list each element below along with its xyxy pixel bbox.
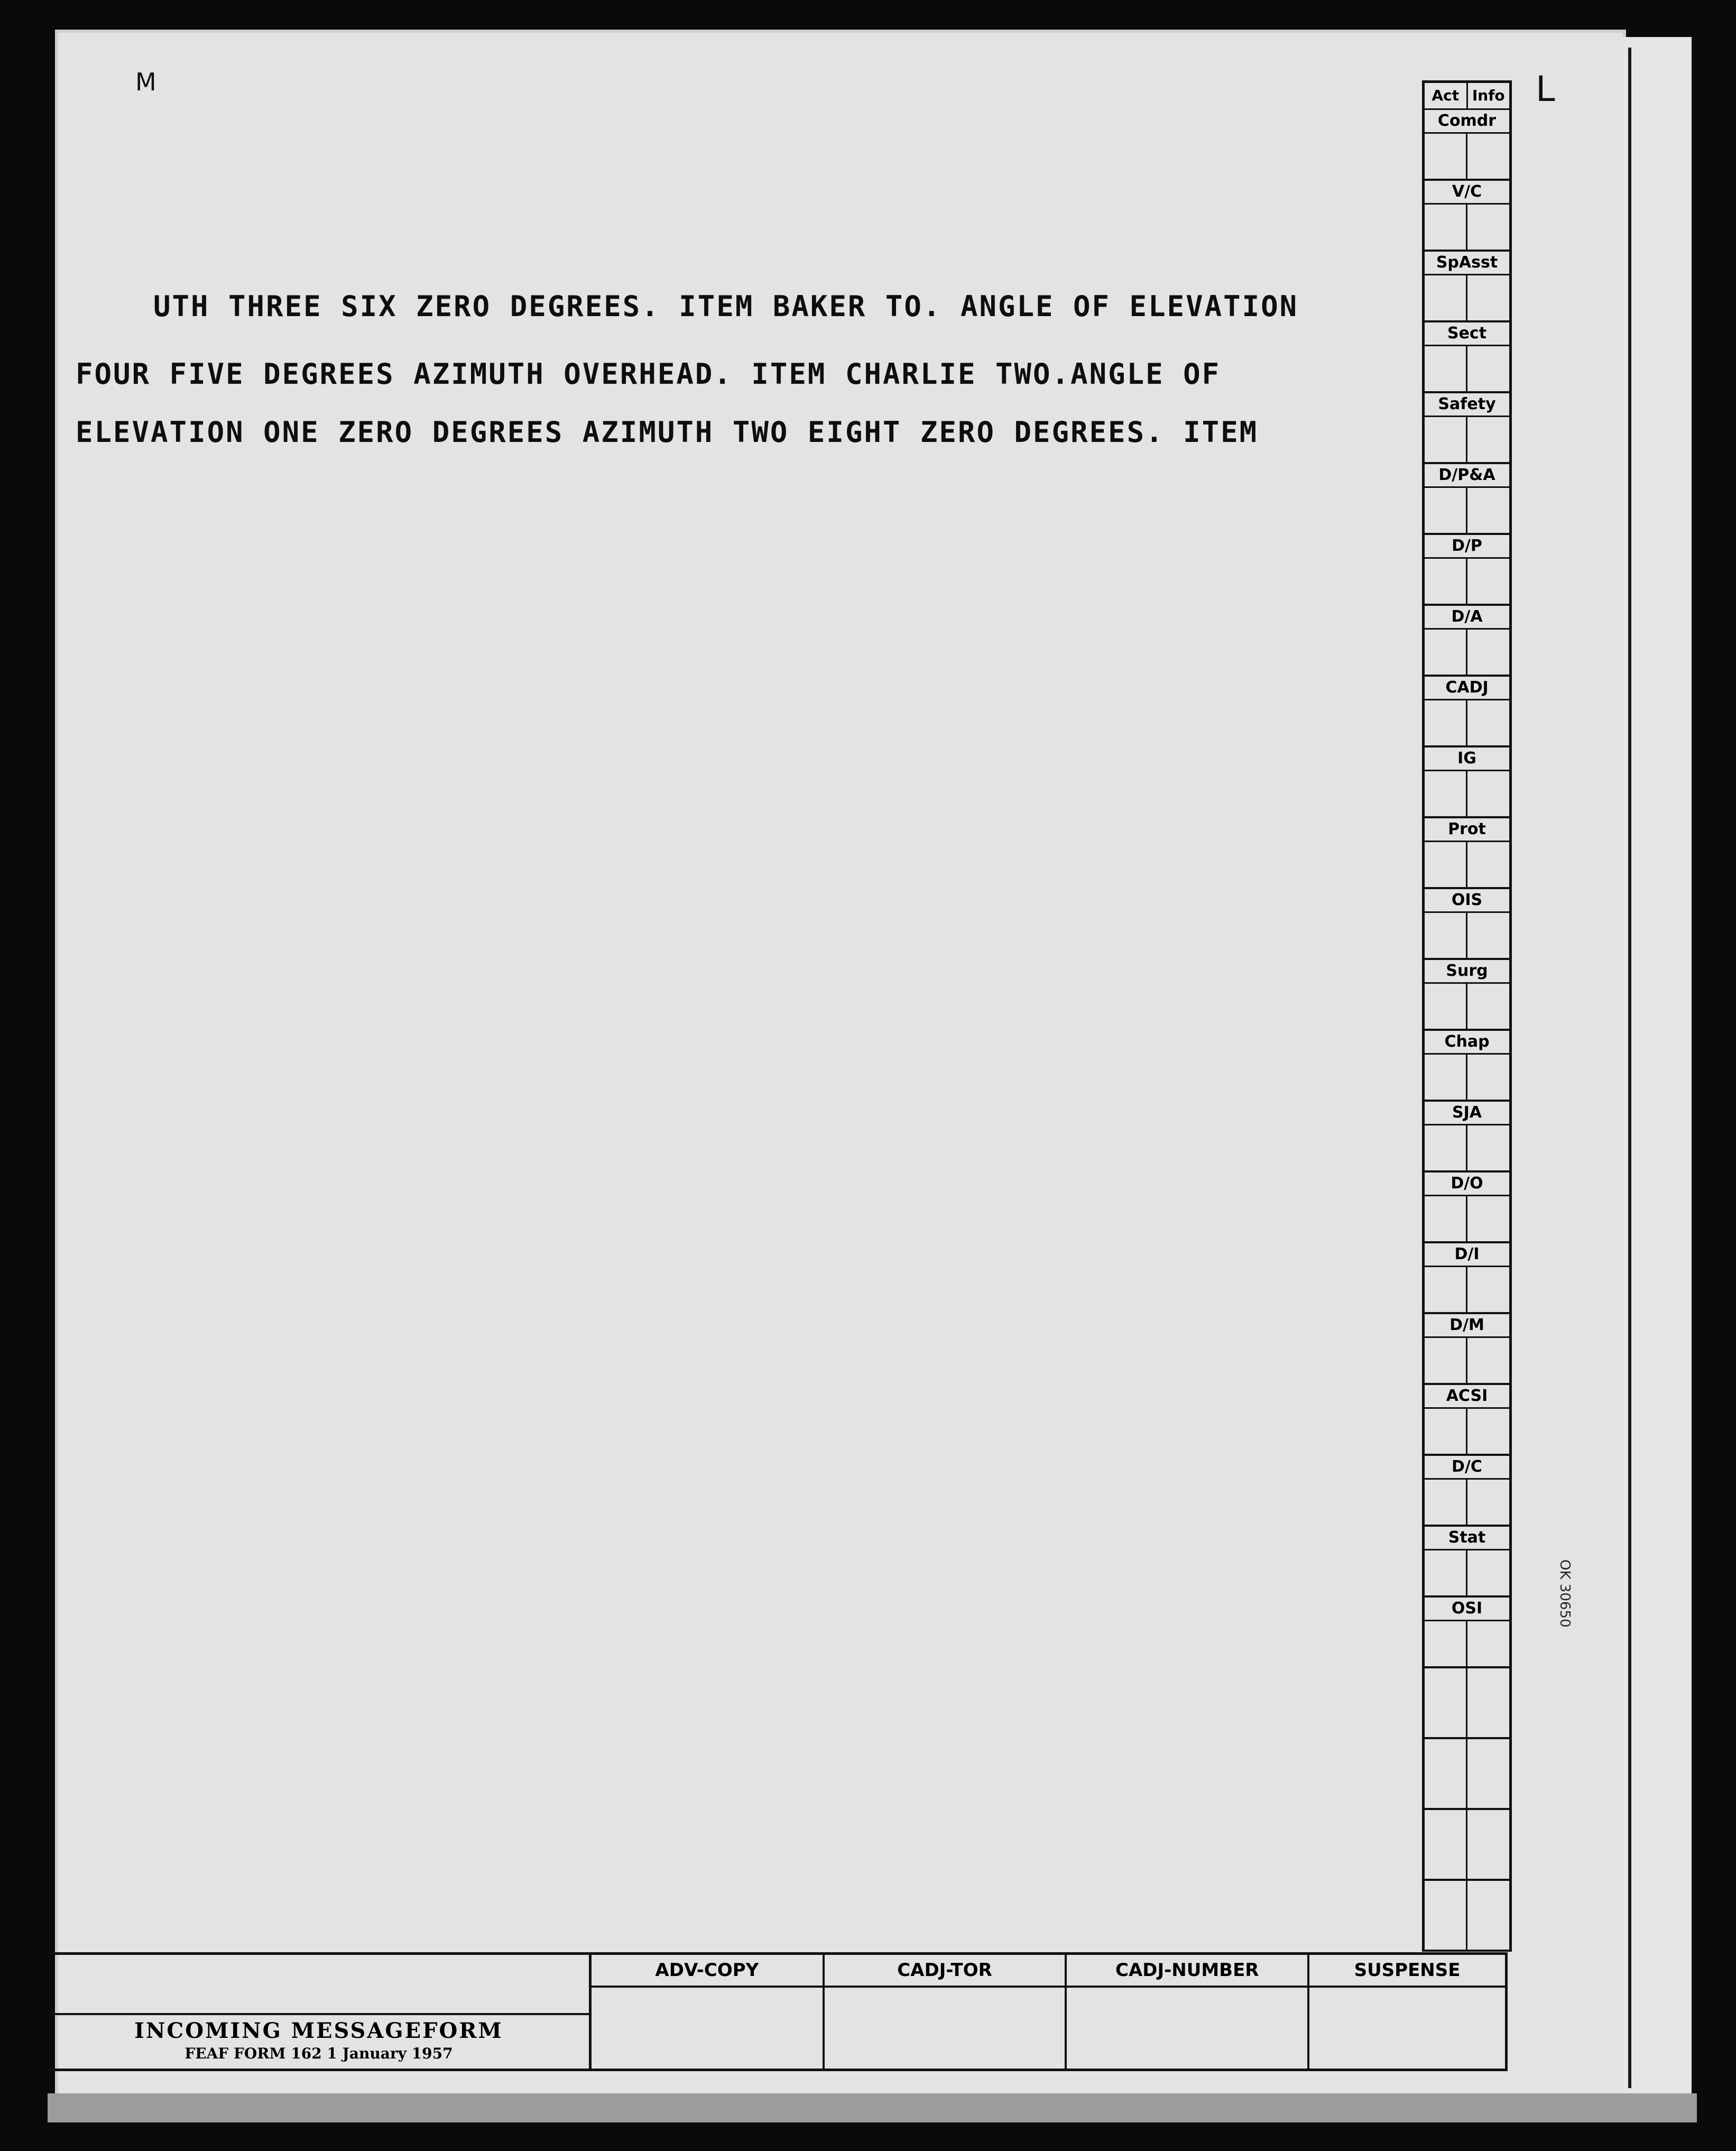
routing-cells bbox=[1425, 559, 1509, 604]
routing-cells bbox=[1425, 984, 1509, 1029]
routing-cells bbox=[1425, 1409, 1509, 1454]
routing-block bbox=[1425, 960, 1509, 1031]
routing-office-label: D/M bbox=[1425, 1314, 1509, 1338]
cadj-tor-column bbox=[825, 1955, 1067, 2069]
form-number: FEAF FORM 162 1 January 1957 bbox=[184, 2045, 453, 2062]
message-line-2: FOUR FIVE DEGREES AZIMUTH OVERHEAD. ITEM CHARLIE TWO.ANGLE OF bbox=[76, 357, 1221, 391]
film-bottom-edge bbox=[48, 2093, 1697, 2122]
corner-mark-l: L bbox=[1536, 69, 1555, 109]
routing-office-label: Stat bbox=[1425, 1527, 1509, 1550]
cadj-number-label: CADJ-NUMBER bbox=[1067, 1955, 1307, 1988]
routing-block bbox=[1425, 1102, 1509, 1173]
routing-cells bbox=[1425, 275, 1509, 320]
message-sheet bbox=[58, 33, 1623, 2094]
routing-office-label: D/P&A bbox=[1425, 464, 1509, 488]
routing-block bbox=[1425, 889, 1509, 960]
routing-cells bbox=[1425, 1480, 1509, 1525]
routing-cells bbox=[1425, 913, 1509, 958]
routing-block bbox=[1425, 1031, 1509, 1102]
routing-office-label: D/A bbox=[1425, 606, 1509, 630]
routing-cells bbox=[1425, 417, 1509, 462]
routing-cells bbox=[1425, 700, 1509, 745]
routing-cells bbox=[1425, 134, 1509, 179]
message-line-1: UTH THREE SIX ZERO DEGREES. ITEM BAKER TO. ANGLE OF ELEVATION bbox=[153, 290, 1299, 323]
routing-block bbox=[1425, 1385, 1509, 1456]
routing-block bbox=[1425, 464, 1509, 535]
routing-cells bbox=[1425, 205, 1509, 250]
routing-office-label: OIS bbox=[1425, 889, 1509, 913]
side-stamp: OK 30650 bbox=[1557, 1559, 1573, 1628]
suspense-label: SUSPENSE bbox=[1309, 1955, 1505, 1988]
routing-block bbox=[1425, 252, 1509, 322]
routing-cells bbox=[1425, 1267, 1509, 1312]
routing-block bbox=[1425, 1456, 1509, 1527]
routing-office-label: V/C bbox=[1425, 181, 1509, 205]
routing-cells bbox=[1425, 488, 1509, 533]
routing-cells bbox=[1425, 1810, 1509, 1879]
routing-cells bbox=[1425, 1196, 1509, 1241]
routing-cells bbox=[1425, 630, 1509, 675]
routing-office-label: ACSI bbox=[1425, 1385, 1509, 1409]
routing-block bbox=[1425, 747, 1509, 818]
routing-office-label: SpAsst bbox=[1425, 252, 1509, 275]
routing-cells bbox=[1425, 1668, 1509, 1737]
routing-office-label: Sect bbox=[1425, 322, 1509, 346]
routing-cells bbox=[1425, 1055, 1509, 1100]
routing-block bbox=[1425, 1173, 1509, 1243]
routing-office-label: SJA bbox=[1425, 1102, 1509, 1125]
routing-column bbox=[1422, 80, 1512, 1952]
routing-block bbox=[1425, 1668, 1509, 1739]
routing-block bbox=[1425, 535, 1509, 606]
routing-cells bbox=[1425, 346, 1509, 391]
info-header: Info bbox=[1472, 87, 1505, 104]
routing-cells bbox=[1425, 771, 1509, 816]
cadj-number-column bbox=[1067, 1955, 1309, 2069]
routing-office-label: D/O bbox=[1425, 1173, 1509, 1196]
routing-block bbox=[1425, 1243, 1509, 1314]
routing-block bbox=[1425, 606, 1509, 677]
routing-cells bbox=[1425, 1739, 1509, 1808]
form-footer bbox=[49, 1952, 1508, 2071]
routing-cells bbox=[1425, 1125, 1509, 1170]
routing-block bbox=[1425, 110, 1509, 181]
routing-office-label: D/C bbox=[1425, 1456, 1509, 1480]
routing-office-label: Surg bbox=[1425, 960, 1509, 984]
routing-cells bbox=[1425, 842, 1509, 887]
routing-office-label: Safety bbox=[1425, 393, 1509, 417]
footer-columns bbox=[589, 1955, 1508, 2069]
suspense-column bbox=[1309, 1955, 1508, 2069]
routing-block bbox=[1425, 818, 1509, 889]
form-title: INCOMING MESSAGEFORM bbox=[134, 2018, 503, 2043]
corner-mark-m: M bbox=[135, 68, 156, 96]
routing-block bbox=[1425, 1810, 1509, 1881]
form-identification bbox=[49, 2013, 589, 2071]
message-line-3: ELEVATION ONE ZERO DEGREES AZIMUTH TWO EIGHT ZERO DEGREES. ITEM bbox=[76, 416, 1259, 449]
routing-block bbox=[1425, 1739, 1509, 1810]
routing-office-label: CADJ bbox=[1425, 677, 1509, 700]
cadj-tor-label: CADJ-TOR bbox=[825, 1955, 1065, 1988]
routing-office-label: IG bbox=[1425, 747, 1509, 771]
routing-cells bbox=[1425, 1621, 1509, 1666]
film-edge bbox=[1623, 37, 1692, 2099]
routing-office-label: Prot bbox=[1425, 818, 1509, 842]
routing-block bbox=[1425, 1881, 1509, 1952]
routing-block bbox=[1425, 181, 1509, 252]
routing-block bbox=[1425, 677, 1509, 747]
routing-cells bbox=[1425, 1338, 1509, 1383]
routing-cells bbox=[1425, 1550, 1509, 1595]
adv-copy-label: ADV-COPY bbox=[592, 1955, 823, 1988]
act-header: Act bbox=[1425, 83, 1468, 108]
routing-block bbox=[1425, 1314, 1509, 1385]
routing-header bbox=[1425, 80, 1509, 110]
routing-block bbox=[1425, 393, 1509, 464]
routing-office-label: D/P bbox=[1425, 535, 1509, 559]
routing-office-label: Comdr bbox=[1425, 110, 1509, 134]
routing-office-label: D/I bbox=[1425, 1243, 1509, 1267]
routing-block bbox=[1425, 1598, 1509, 1668]
routing-office-label: OSI bbox=[1425, 1598, 1509, 1621]
routing-cells bbox=[1425, 1881, 1509, 1950]
adv-copy-column bbox=[592, 1955, 825, 2069]
routing-block bbox=[1425, 1527, 1509, 1598]
routing-office-label: Chap bbox=[1425, 1031, 1509, 1055]
routing-block bbox=[1425, 322, 1509, 393]
edge-line bbox=[1628, 48, 1631, 2088]
